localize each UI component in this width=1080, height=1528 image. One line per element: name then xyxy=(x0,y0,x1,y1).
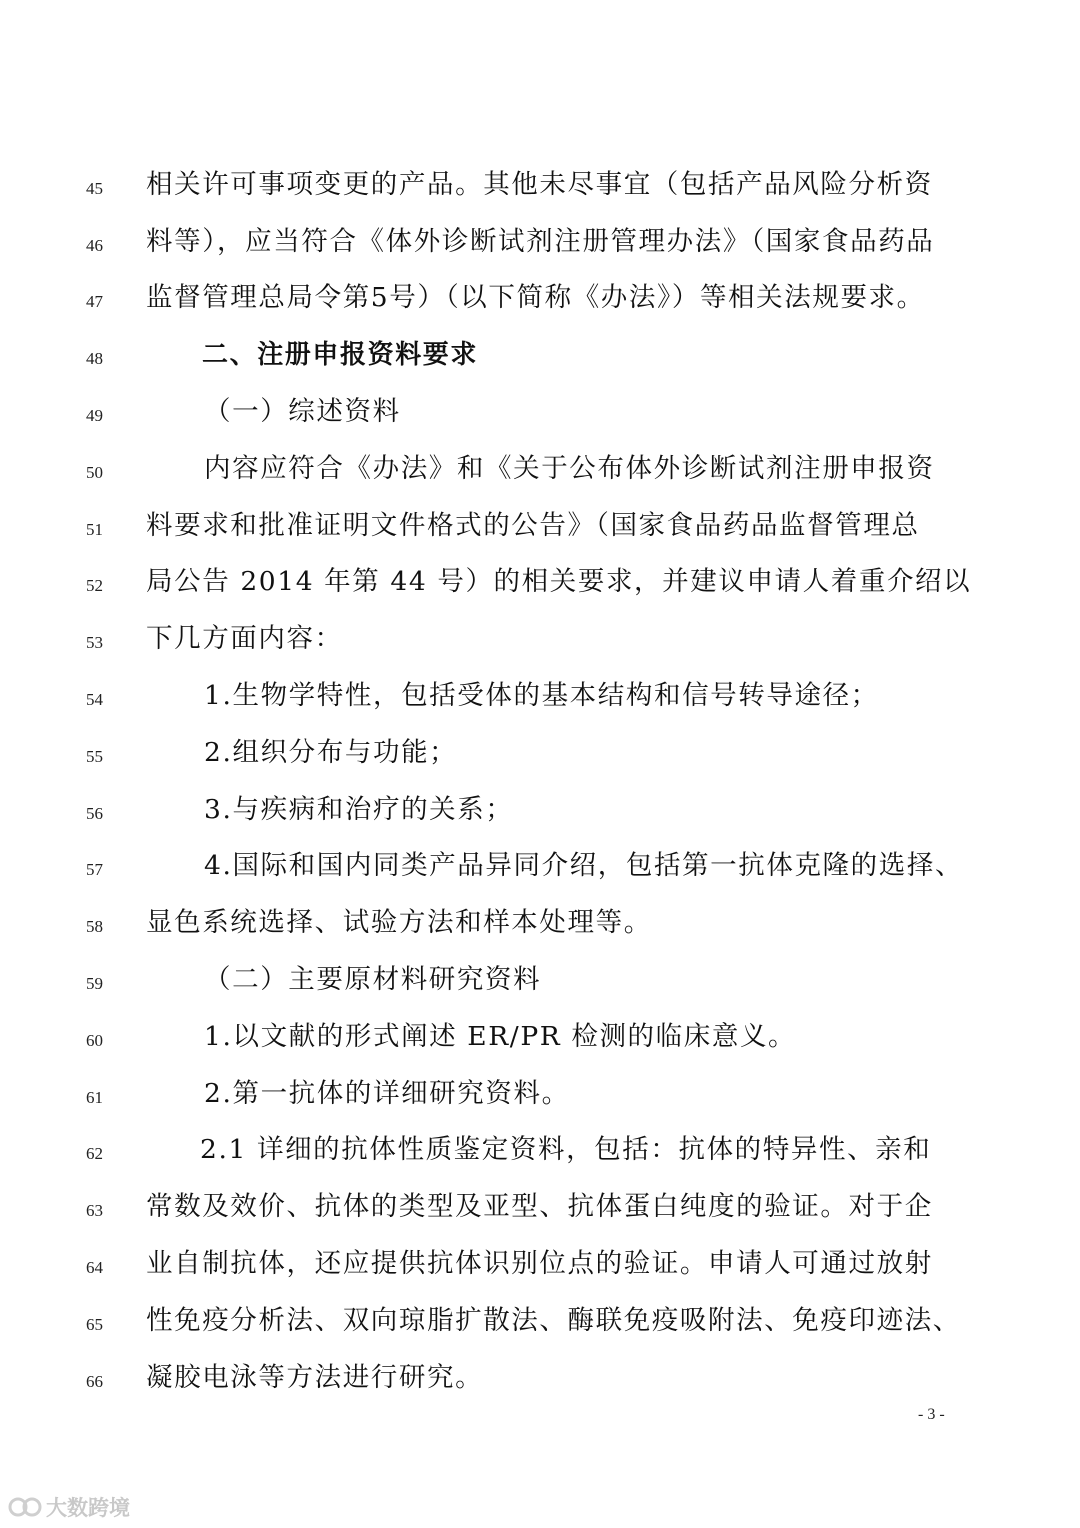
text-line xyxy=(0,1236,1080,1292)
line-number: 46 xyxy=(86,236,103,255)
line-text: 性免疫分析法、双向琼脂扩散法、酶联免疫吸附法、免疫印迹法、 xyxy=(146,1305,961,1336)
page-number: - 3 - xyxy=(918,1406,945,1423)
text-line xyxy=(0,327,1080,383)
line-number: 50 xyxy=(86,463,103,482)
line-text: 显色系统选择、试验方法和样本处理等。 xyxy=(146,907,652,938)
list-item: 1.生物学特性，包括受体的基本结构和信号转导途径； xyxy=(204,680,879,711)
subsection-heading: （一）综述资料 xyxy=(204,396,401,427)
line-text: 局公告 2014 年第 44 号）的相关要求，并建议申请人着重介绍以 xyxy=(146,566,972,597)
section-heading: 二、注册申报资料要求 xyxy=(202,340,479,370)
text-line xyxy=(0,895,1080,951)
line-text: 相关许可事项变更的产品。其他未尽事宜（包括产品风险分析资 xyxy=(146,169,933,200)
text-line xyxy=(0,157,1080,213)
list-item: 3.与疾病和治疗的关系； xyxy=(204,794,514,825)
text-line xyxy=(0,498,1080,554)
text-line xyxy=(0,611,1080,667)
line-number: 65 xyxy=(86,1315,103,1334)
line-text: 内容应符合《办法》和《关于公布体外诊断试剂注册申报资 xyxy=(204,453,935,484)
line-number: 54 xyxy=(86,690,103,709)
text-line xyxy=(0,1179,1080,1235)
text-line xyxy=(0,270,1080,326)
list-item: 2.第一抗体的详细研究资料。 xyxy=(204,1078,570,1109)
line-number: 60 xyxy=(86,1031,103,1050)
line-number: 64 xyxy=(86,1258,103,1277)
line-number: 51 xyxy=(86,520,103,539)
list-item: 2.1 详细的抗体性质鉴定资料，包括：抗体的特异性、亲和 xyxy=(200,1134,932,1165)
line-number: 52 xyxy=(86,576,103,595)
text-line xyxy=(0,782,1080,838)
text-line xyxy=(0,952,1080,1008)
line-number: 55 xyxy=(86,747,103,766)
line-text: 下几方面内容： xyxy=(146,623,343,654)
line-text: 监督管理总局令第5号）（以下简称《办法》）等相关法规要求。 xyxy=(146,282,925,313)
text-line xyxy=(0,554,1080,610)
line-number: 53 xyxy=(86,633,103,652)
line-number: 49 xyxy=(86,406,103,425)
line-number: 45 xyxy=(86,179,103,198)
text-line xyxy=(0,725,1080,781)
text-line xyxy=(0,838,1080,894)
watermark xyxy=(8,1492,130,1522)
line-number: 48 xyxy=(86,349,103,368)
text-line xyxy=(0,1122,1080,1178)
line-number: 57 xyxy=(86,860,103,879)
line-text: 凝胶电泳等方法进行研究。 xyxy=(146,1362,484,1393)
text-line xyxy=(0,1350,1080,1406)
text-line xyxy=(0,1066,1080,1122)
text-line xyxy=(0,384,1080,440)
line-number: 66 xyxy=(86,1372,103,1391)
subsection-heading: （二）主要原材料研究资料 xyxy=(204,964,542,995)
line-text: 业自制抗体，还应提供抗体识别位点的验证。申请人可通过放射 xyxy=(146,1248,933,1279)
line-number: 56 xyxy=(86,804,103,823)
line-number: 62 xyxy=(86,1144,103,1163)
line-text: 料等），应当符合《体外诊断试剂注册管理办法》（国家食品药品 xyxy=(146,226,935,257)
line-number: 63 xyxy=(86,1201,103,1220)
text-line xyxy=(0,1293,1080,1349)
line-number: 58 xyxy=(86,917,103,936)
text-line xyxy=(0,668,1080,724)
text-line xyxy=(0,1009,1080,1065)
line-number: 61 xyxy=(86,1088,103,1107)
line-text: 常数及效价、抗体的类型及亚型、抗体蛋白纯度的验证。对于企 xyxy=(146,1191,933,1222)
line-text: 料要求和批准证明文件格式的公告》（国家食品药品监督管理总 xyxy=(146,510,920,541)
watermark-logo-icon xyxy=(8,1495,42,1519)
line-number: 59 xyxy=(86,974,103,993)
text-line xyxy=(0,441,1080,497)
text-line xyxy=(0,214,1080,270)
list-item: 4.国际和国内同类产品异同介绍，包括第一抗体克隆的选择、 xyxy=(204,850,964,881)
line-number: 47 xyxy=(86,292,103,311)
watermark-text: 大数跨境 xyxy=(46,1496,130,1520)
list-item: 1.以文献的形式阐述 ER/PR 检测的临床意义。 xyxy=(204,1021,797,1052)
list-item: 2.组织分布与功能； xyxy=(204,737,458,768)
